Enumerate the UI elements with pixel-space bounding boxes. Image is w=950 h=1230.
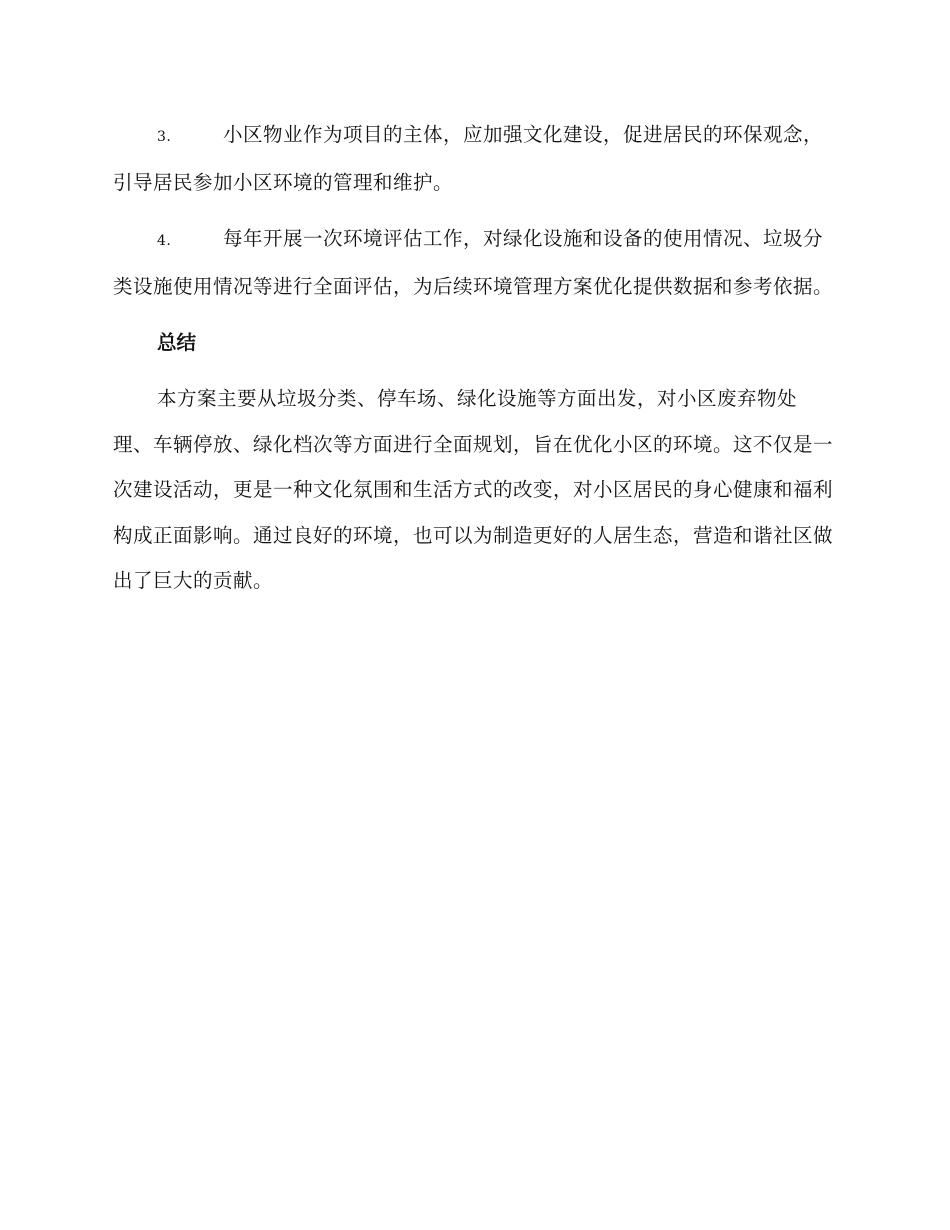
list-item-3 — [113, 112, 833, 206]
summary-paragraph: 本方案主要从垃圾分类、停车场、绿化设施等方面出发，对小区废弃物处理、车辆停放、绿化档次等方面进行全面规划，旨在优化小区的环境。这不仅是一次建设活动，更是一种文化氛围和生活方式的改变，对小区居民的身心健康和福利构成正面影响。通过良好的环境，也可以为制造更好的人居生态，营造和谐社区做出了巨大的贡献。 — [113, 387, 834, 592]
list-text: 每年开展一次环境评估工作，对绿化设施和设备的使用情况、垃圾分类设施使用情况等进行全面评估，为后续环境管理方案优化提供数据和参考依据。 — [113, 227, 834, 298]
list-item-4 — [113, 216, 833, 310]
document-page — [113, 112, 833, 604]
summary-heading: 总结 — [157, 331, 197, 354]
list-text: 小区物业作为项目的主体，应加强文化建设，促进居民的环保观念，引导居民参加小区环境的管理和维护。 — [113, 123, 824, 194]
list-number: 3. — [157, 129, 172, 145]
list-number: 4. — [157, 233, 172, 249]
